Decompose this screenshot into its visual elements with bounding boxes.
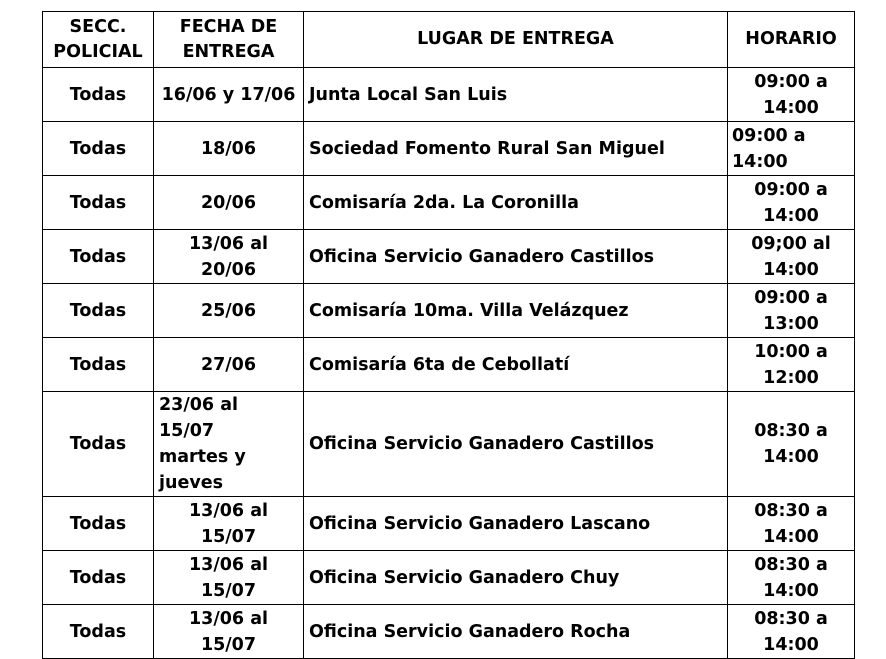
table-body: [43, 68, 855, 659]
cell-secc: Todas: [43, 230, 154, 284]
cell-horario: 09:00 a 14:00: [728, 176, 855, 230]
table-row: [43, 551, 855, 605]
cell-lugar: Oficina Servicio Ganadero Castillos: [304, 392, 728, 497]
cell-horario: 08:30 a 14:00: [728, 392, 855, 497]
table-row: [43, 497, 855, 551]
table-row: [43, 176, 855, 230]
cell-fecha: 13/06 al 15/07: [154, 497, 304, 551]
cell-fecha: 27/06: [154, 338, 304, 392]
header-horario: HORARIO: [728, 12, 855, 68]
cell-fecha: 13/06 al 20/06: [154, 230, 304, 284]
cell-secc: Todas: [43, 605, 154, 659]
header-secc-policial: SECC. POLICIAL: [43, 12, 154, 68]
cell-fecha: 16/06 y 17/06: [154, 68, 304, 122]
table-row: [43, 68, 855, 122]
cell-horario: 09;00 al 14:00: [728, 230, 855, 284]
table-header: [43, 12, 855, 68]
cell-fecha: 18/06: [154, 122, 304, 176]
table-row: [43, 284, 855, 338]
cell-fecha: 20/06: [154, 176, 304, 230]
table-row: [43, 338, 855, 392]
header-row: [43, 12, 855, 68]
cell-lugar: Comisaría 10ma. Villa Velázquez: [304, 284, 728, 338]
cell-horario: 08:30 a 14:00: [728, 497, 855, 551]
cell-horario: 09:00 a 14:00: [728, 68, 855, 122]
cell-lugar: Oficina Servicio Ganadero Lascano: [304, 497, 728, 551]
cell-secc: Todas: [43, 551, 154, 605]
header-fecha-entrega: FECHA DE ENTREGA: [154, 12, 304, 68]
cell-secc: Todas: [43, 284, 154, 338]
cell-horario: 10:00 a 12:00: [728, 338, 855, 392]
cell-lugar: Oficina Servicio Ganadero Rocha: [304, 605, 728, 659]
cell-lugar: Comisaría 2da. La Coronilla: [304, 176, 728, 230]
cell-fecha: 13/06 al 15/07: [154, 551, 304, 605]
cell-fecha: 25/06: [154, 284, 304, 338]
cell-lugar: Sociedad Fomento Rural San Miguel: [304, 122, 728, 176]
cell-horario: 09:00 a 14:00: [728, 122, 855, 176]
cell-fecha: 13/06 al 15/07: [154, 605, 304, 659]
cell-secc: Todas: [43, 122, 154, 176]
table-row: [43, 122, 855, 176]
cell-lugar: Junta Local San Luis: [304, 68, 728, 122]
table-row: [43, 230, 855, 284]
cell-secc: Todas: [43, 392, 154, 497]
cell-lugar: Oficina Servicio Ganadero Castillos: [304, 230, 728, 284]
table-row: [43, 605, 855, 659]
cell-secc: Todas: [43, 338, 154, 392]
cell-lugar: Oficina Servicio Ganadero Chuy: [304, 551, 728, 605]
table-row: [43, 392, 855, 497]
cell-secc: Todas: [43, 497, 154, 551]
cell-secc: Todas: [43, 176, 154, 230]
cell-secc: Todas: [43, 68, 154, 122]
cell-horario: 09:00 a 13:00: [728, 284, 855, 338]
delivery-schedule-table: [42, 11, 855, 659]
header-lugar-entrega: LUGAR DE ENTREGA: [304, 12, 728, 68]
cell-horario: 08:30 a 14:00: [728, 551, 855, 605]
cell-horario: 08:30 a 14:00: [728, 605, 855, 659]
cell-lugar: Comisaría 6ta de Cebollatí: [304, 338, 728, 392]
cell-fecha: 23/06 al 15/07 martes y jueves: [154, 392, 304, 497]
